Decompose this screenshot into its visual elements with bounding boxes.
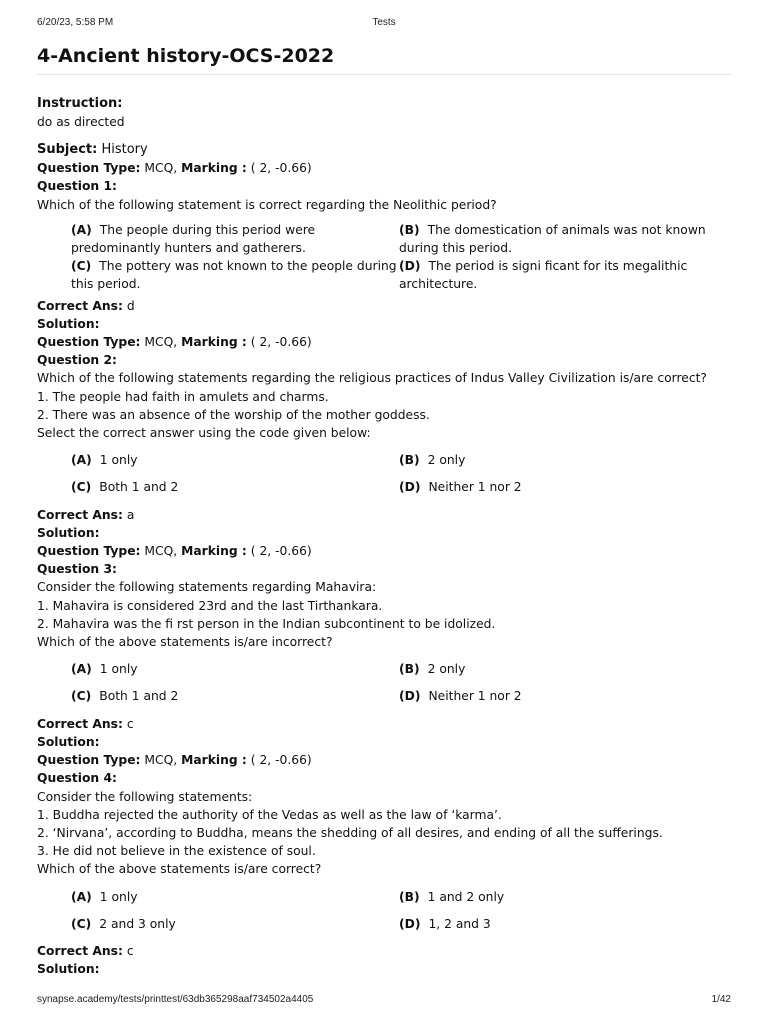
option-letter: (D)	[399, 259, 421, 274]
options-grid	[71, 660, 731, 705]
question-text: Which of the above statements is/are incorrect?	[37, 635, 333, 650]
option-letter: (C)	[71, 916, 92, 931]
marking-label: Marking :	[181, 161, 247, 176]
option-c	[71, 257, 399, 293]
question-type-line	[37, 159, 731, 177]
question-text: Select the correct answer using the code given below:	[37, 426, 371, 441]
question-text: Which of the following statement is correct regarding the Neolithic period?	[37, 197, 497, 212]
option-text: Neither 1 nor 2	[428, 689, 522, 704]
correct-answer-value: a	[126, 507, 135, 522]
option-text: 1 only	[99, 453, 138, 468]
correct-answer-label: Correct Ans:	[37, 507, 123, 522]
question-text: 1. The people had faith in amulets and charms.	[37, 389, 329, 404]
instruction-text: do as directed	[37, 115, 125, 129]
options-grid	[71, 451, 731, 496]
question-type-line	[37, 542, 731, 560]
option-letter: (B)	[399, 453, 420, 468]
marking-label: Marking :	[181, 335, 247, 350]
question-text: 1. Buddha rejected the authority of the Vedas as well as the law of ‘karma’.	[37, 807, 502, 822]
question-label: Question 3:	[37, 562, 117, 577]
print-title: Tests	[372, 17, 396, 28]
question-label: Question 2:	[37, 353, 117, 368]
option-text: Both 1 and 2	[99, 689, 179, 704]
question-text: 2. ‘Nirvana’, according to Buddha, means the shedding of all desires, and ending of all the sufferings.	[37, 825, 663, 840]
option-text: 2 only	[427, 662, 466, 677]
subject-line	[37, 140, 731, 159]
question-type-label: Question Type:	[37, 335, 141, 350]
option-c	[71, 915, 399, 933]
option-text: The period is signi ficant for its megalithic architecture.	[399, 259, 688, 292]
question-text: 2. Mahavira was the fi rst person in the Indian subcontinent to be idolized.	[37, 616, 496, 631]
option-text: Neither 1 nor 2	[428, 480, 522, 495]
option-letter: (C)	[71, 259, 92, 274]
option-letter: (D)	[399, 689, 421, 704]
option-c	[71, 478, 399, 496]
question-text: 1. Mahavira is considered 23rd and the last Tirthankara.	[37, 598, 383, 613]
solution-label: Solution:	[37, 316, 100, 331]
option-text: The pottery was not known to the people during this period.	[71, 259, 397, 292]
question-text: 2. There was an absence of the worship of the mother goddess.	[37, 407, 430, 422]
option-text: Both 1 and 2	[99, 480, 179, 495]
marking-label: Marking :	[181, 753, 247, 768]
question-type-value: MCQ,	[144, 335, 178, 350]
question-text: Consider the following statements regarding Mahavira:	[37, 580, 377, 595]
option-letter: (C)	[71, 689, 92, 704]
question-label: Question 4:	[37, 771, 117, 786]
option-a	[71, 451, 399, 469]
question-text: 3. He did not believe in the existence of soul.	[37, 844, 316, 859]
option-a	[71, 221, 399, 257]
option-text: The people during this period were predominantly hunters and gatherers.	[71, 222, 316, 256]
marking-value: ( 2, -0.66)	[250, 753, 312, 768]
correct-answer-label: Correct Ans:	[37, 943, 123, 958]
option-letter: (A)	[71, 222, 92, 237]
option-b	[399, 451, 733, 469]
option-letter: (B)	[399, 222, 420, 237]
correct-answer-line	[37, 715, 731, 733]
correct-answer-label: Correct Ans:	[37, 716, 123, 731]
correct-answer-line	[37, 506, 731, 524]
option-a	[71, 888, 399, 906]
option-letter: (A)	[71, 453, 92, 468]
question-text: Which of the above statements is/are correct?	[37, 862, 322, 877]
option-b	[399, 888, 733, 906]
option-letter: (B)	[399, 662, 420, 677]
question-type-label: Question Type:	[37, 161, 141, 176]
option-letter: (C)	[71, 480, 92, 495]
correct-answer-label: Correct Ans:	[37, 298, 123, 313]
option-text: 2 only	[427, 453, 466, 468]
page-number: 1/42	[711, 994, 731, 1005]
question-block	[37, 159, 731, 333]
option-a	[71, 660, 399, 678]
question-block	[37, 542, 731, 751]
option-text: 1 only	[99, 889, 138, 904]
option-b	[399, 660, 733, 678]
question-type-value: MCQ,	[144, 161, 178, 176]
question-type-line	[37, 751, 731, 769]
question-text: Which of the following statements regarding the religious practices of Indus Valley Civilization is/are correct?	[37, 371, 707, 386]
option-d	[399, 478, 733, 496]
question-type-value: MCQ,	[144, 544, 178, 559]
marking-value: ( 2, -0.66)	[250, 161, 312, 176]
option-text: 1, 2 and 3	[428, 916, 491, 931]
option-letter: (A)	[71, 889, 92, 904]
page-url: synapse.academy/tests/printtest/63db365298aaf734502a4405	[37, 994, 314, 1005]
option-letter: (A)	[71, 662, 92, 677]
question-label: Question 1:	[37, 179, 117, 194]
correct-answer-value: c	[126, 716, 134, 731]
instruction-label: Instruction:	[37, 96, 123, 111]
print-date: 6/20/23, 5:58 PM	[37, 17, 114, 28]
marking-value: ( 2, -0.66)	[250, 544, 312, 559]
test-document	[37, 42, 731, 978]
marking-label: Marking :	[181, 544, 247, 559]
option-d	[399, 257, 733, 293]
option-text: 2 and 3 only	[99, 916, 176, 931]
question-type-label: Question Type:	[37, 753, 141, 768]
solution-label: Solution:	[37, 525, 100, 540]
solution-label: Solution:	[37, 734, 100, 749]
question-block	[37, 751, 731, 978]
option-d	[399, 687, 733, 705]
option-letter: (B)	[399, 889, 420, 904]
question-type-value: MCQ,	[144, 753, 178, 768]
option-letter: (D)	[399, 916, 421, 931]
correct-answer-line	[37, 942, 731, 960]
divider	[37, 74, 731, 75]
print-footer	[37, 994, 731, 1008]
marking-value: ( 2, -0.66)	[250, 335, 312, 350]
options-grid	[71, 221, 731, 294]
correct-answer-line	[37, 297, 731, 315]
subject-label: Subject:	[37, 142, 98, 158]
option-text: 1 and 2 only	[427, 889, 505, 904]
solution-label: Solution:	[37, 962, 100, 977]
correct-answer-value: c	[126, 943, 134, 958]
option-text: 1 only	[99, 662, 138, 677]
question-block	[37, 333, 731, 542]
print-header	[37, 17, 731, 31]
option-d	[399, 915, 733, 933]
option-c	[71, 687, 399, 705]
correct-answer-value: d	[126, 298, 135, 313]
option-letter: (D)	[399, 480, 421, 495]
page-title: 4-Ancient history-OCS-2022	[37, 45, 335, 67]
question-type-label: Question Type:	[37, 544, 141, 559]
option-text: The domestication of animals was not known during this period.	[399, 222, 706, 256]
question-type-line	[37, 333, 731, 351]
option-b	[399, 221, 733, 257]
question-text: Consider the following statements:	[37, 789, 253, 804]
subject-value: History	[101, 142, 148, 158]
options-grid	[71, 888, 731, 933]
